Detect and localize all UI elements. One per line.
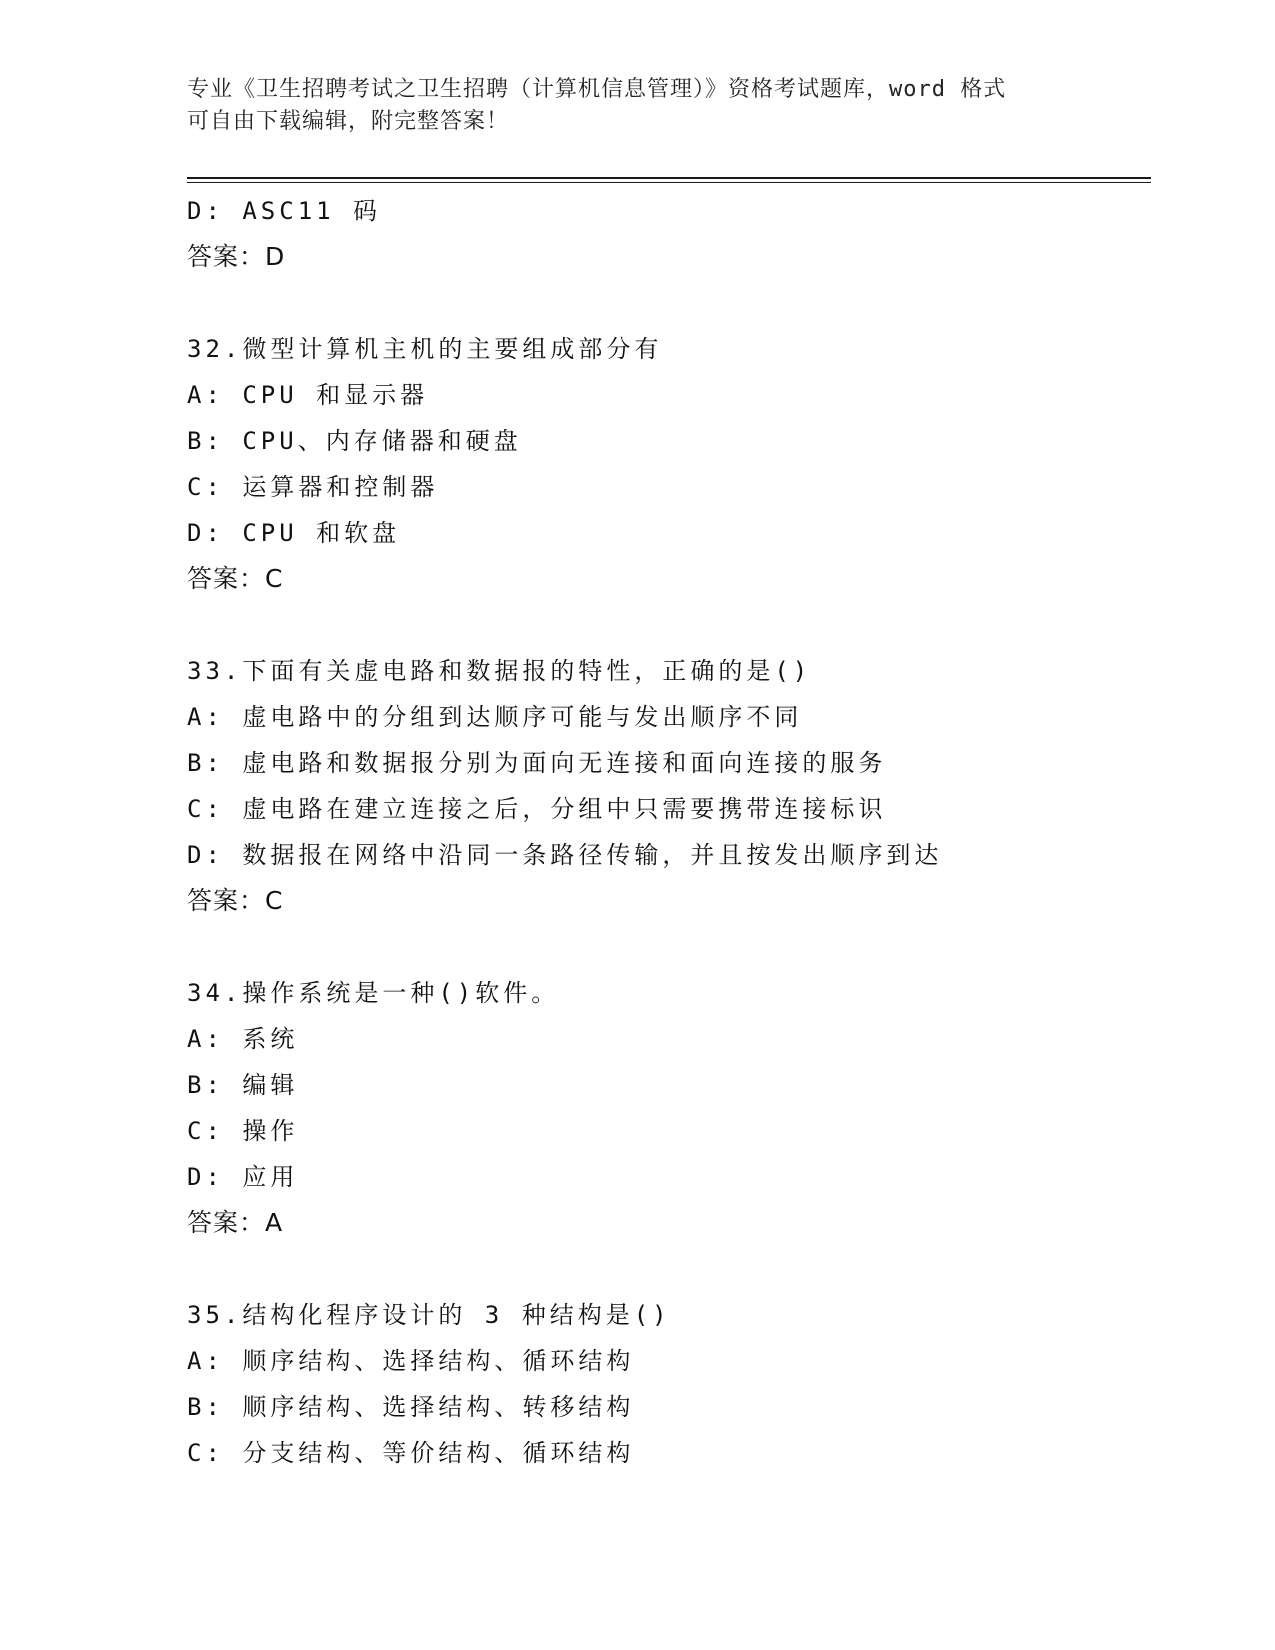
option-d: D: 应用 — [187, 1163, 299, 1191]
option-b: B: 顺序结构、选择结构、转移结构 — [187, 1393, 635, 1421]
option-c: C: 分支结构、等价结构、循环结构 — [187, 1439, 635, 1467]
question-stem: 32.微型计算机主机的主要组成部分有 — [187, 335, 663, 363]
prev-option-d: D: ASC11 码 — [187, 197, 382, 225]
answer: 答案：C — [187, 886, 284, 915]
spacer — [187, 602, 1151, 648]
answer: 答案：A — [187, 1208, 284, 1237]
question-33 — [187, 648, 1151, 924]
option-b: B: 编辑 — [187, 1071, 299, 1099]
spacer — [187, 280, 1151, 326]
option-a: A: 顺序结构、选择结构、循环结构 — [187, 1347, 635, 1375]
question-35 — [187, 1292, 1151, 1476]
spacer — [187, 924, 1151, 970]
answer: 答案：C — [187, 564, 284, 593]
header-divider-thick — [187, 177, 1151, 179]
option-c: C: 操作 — [187, 1117, 299, 1145]
spacer — [187, 1246, 1151, 1292]
header-divider-thin — [187, 182, 1151, 183]
option-a: A: 系统 — [187, 1025, 299, 1053]
header-line-1: 专业《卫生招聘考试之卫生招聘（计算机信息管理）》资格考试题库，word 格式 — [187, 77, 1007, 102]
option-d: D: 数据报在网络中沿同一条路径传输，并且按发出顺序到达 — [187, 841, 943, 869]
option-c: C: 运算器和控制器 — [187, 473, 439, 501]
header-line-2: 可自由下载编辑，附完整答案！ — [187, 109, 510, 134]
question-stem: 35.结构化程序设计的 3 种结构是() — [187, 1301, 671, 1329]
prev-answer: 答案：D — [187, 242, 286, 271]
question-32 — [187, 326, 1151, 602]
option-a: A: CPU 和显示器 — [187, 381, 429, 409]
option-b: B: 虚电路和数据报分别为面向无连接和面向连接的服务 — [187, 749, 887, 777]
option-b: B: CPU、内存储器和硬盘 — [187, 427, 522, 455]
question-list — [187, 188, 1151, 1476]
option-a: A: 虚电路中的分组到达顺序可能与发出顺序不同 — [187, 703, 803, 731]
document-header — [187, 74, 1087, 138]
question-stem: 34.操作系统是一种()软件。 — [187, 979, 560, 1007]
question-stem: 33.下面有关虚电路和数据报的特性，正确的是() — [187, 657, 812, 685]
option-c: C: 虚电路在建立连接之后，分组中只需要携带连接标识 — [187, 795, 887, 823]
question-34 — [187, 970, 1151, 1246]
option-d: D: CPU 和软盘 — [187, 519, 401, 547]
